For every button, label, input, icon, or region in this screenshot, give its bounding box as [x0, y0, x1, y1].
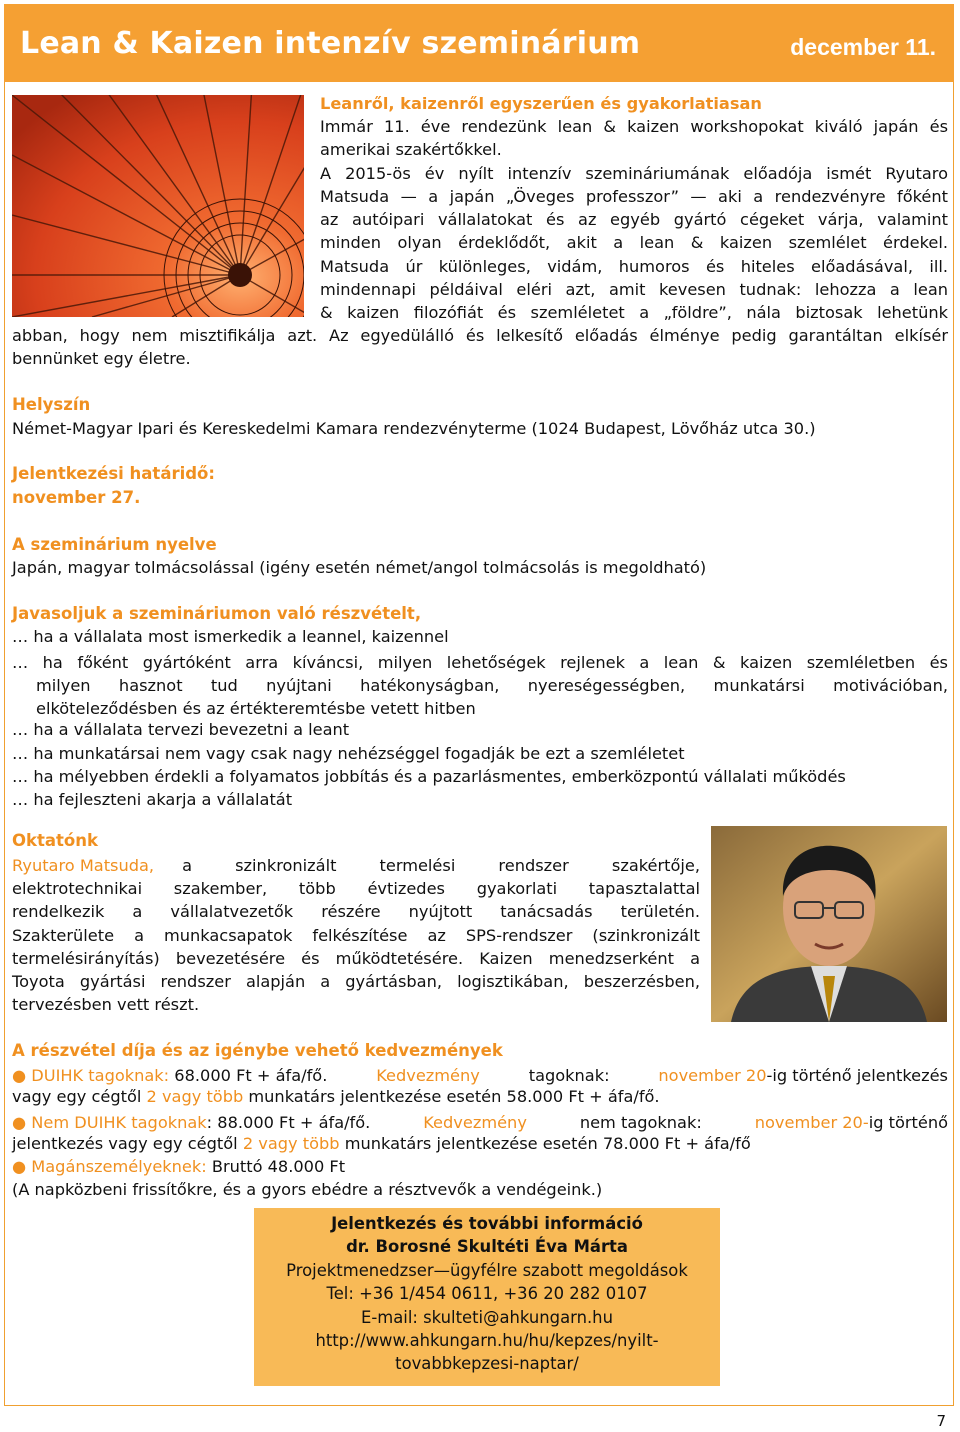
recommend-item: … ha mélyebben érdekli a folyamatos jobbítás és a pazarlásmentes, emberközpontú vállalati működés: [12, 767, 846, 786]
contact-phone[interactable]: Tel: +36 1/454 0611, +36 20 282 0107: [326, 1284, 648, 1304]
intro-line: & kaizen filozófiát és szemléletet a „földre”, nála biztosak lehetünk: [320, 303, 948, 322]
fee-member-end: -ig történő jelentkezés: [766, 1066, 948, 1085]
fee-nonmember-label: Nem DUIHK tagoknak: [31, 1113, 207, 1132]
fee-nonmember-discount-label: Kedvezmény: [423, 1113, 527, 1132]
fee-text: vagy egy cégtől: [12, 1087, 142, 1106]
fee-nonmember-line2: [12, 1134, 751, 1153]
page-number: 7: [936, 1412, 946, 1430]
umbrella-photo: [12, 95, 304, 317]
recommend-item: … ha a vállalata tervezi bevezetni a leant: [12, 720, 350, 739]
fee-member-date: november 20: [658, 1066, 767, 1085]
trainer-name: Ryutaro Matsuda,: [12, 856, 155, 875]
trainer-line: tervezésben vett részt.: [12, 995, 200, 1014]
intro-line: Matsuda — a japán „Öveges professzor” — aki a rendezvényre főként: [320, 187, 948, 206]
language-heading: A szeminárium nyelve: [12, 535, 217, 554]
contact-title: Jelentkezés és további információ: [331, 1214, 643, 1233]
fees-note: (A napközbeni frissítőkre, és a gyors ebédre a résztvevők a vendégeink.): [12, 1180, 603, 1199]
trainer-line-1: [12, 854, 700, 877]
intro-line: abban, hogy nem misztifikálja azt. Az egyedülálló és lelkesítő előadás élménye pedig garantáltan elkísér: [12, 326, 948, 345]
intro-line: Immár 11. éve rendezünk lean & kaizen workshopokat kiváló japán és: [320, 117, 948, 136]
fee-private-line: [12, 1157, 345, 1176]
fee-member-label: DUIHK tagoknak:: [31, 1066, 170, 1085]
recommend-item-cont: elköteleződésben és az értékteremtésbe vetett hitben: [36, 699, 476, 718]
bullet-icon: ●: [12, 1157, 27, 1176]
fee-highlight: 2 vagy több: [242, 1134, 340, 1153]
trainer-line-rest: a szinkronizált termelési rendszer szakértője,: [182, 856, 700, 875]
fee-nonmember-price: : 88.000 Ft + áfa/fő.: [206, 1113, 371, 1132]
trainer-line: elektrotechnikai szakember, több évtizedes gyakorlati tapasztalattal: [12, 879, 700, 898]
fee-text: munkatárs jelentkezése esetén 78.000 Ft + áfa/fő: [344, 1134, 751, 1153]
deadline-value: november 27.: [12, 488, 141, 507]
trainer-heading: Oktatónk: [12, 831, 98, 850]
fee-member-line1: [12, 1064, 948, 1087]
language-text: Japán, magyar tolmácsolással (igény esetén német/angol tolmácsolás is megoldható): [12, 558, 707, 577]
intro-line: mindennapi példáival eléri azt, amit kevesen tudnak: lehozza a lean: [320, 280, 948, 299]
fee-nonmember-line1: [12, 1111, 948, 1134]
fee-nonmember-date: november 20-: [754, 1113, 869, 1132]
contact-url-link[interactable]: http://www.ahkungarn.hu/hu/kepzes/nyilt-: [315, 1331, 659, 1351]
contact-name: dr. Borosné Skultéti Éva Márta: [346, 1237, 628, 1257]
fee-text: munkatárs jelentkezése esetén 58.000 Ft + áfa/fő.: [248, 1087, 660, 1106]
recommend-item: … ha főként gyártóként arra kíváncsi, milyen lehetőségek rejlenek a lean & kaizen szemléletben és: [12, 653, 948, 672]
recommend-item: … ha a vállalata most ismerkedik a leannel, kaizennel: [12, 627, 449, 646]
contact-role: Projektmenedzser—ügyfélre szabott megoldások: [286, 1260, 688, 1280]
fee-member-price: 68.000 Ft + áfa/fő.: [174, 1066, 328, 1085]
trainer-line: Toyota gyártási rendszer alapján a gyártásban, logisztikában, beszerzésben,: [12, 972, 700, 991]
intro-line: minden olyan érdeklődőt, akit a lean & kaizen szemlélet érdekel.: [320, 233, 948, 252]
fees-heading: A részvétel díja és az igénybe vehető kedvezmények: [12, 1041, 503, 1060]
event-date: december 11.: [790, 34, 936, 60]
contact-box: [254, 1208, 720, 1386]
recommend-heading: Javasoljuk a szemináriumon való részvételt,: [12, 604, 422, 623]
intro-line: az autóipari vállalatokat és az egyéb gyártó cégeket várja, valamint: [320, 210, 948, 229]
bullet-icon: ●: [12, 1113, 27, 1132]
recommend-item: … ha munkatársai nem vagy csak nagy nehézséggel fogadják be ezt a szemléletet: [12, 744, 685, 763]
recommend-item-cont: milyen hasznot tud nyújtani hatékonyságban, nyereségességben, munkatársi motivációban,: [36, 676, 948, 695]
fee-nonmember-end: ig történő: [868, 1113, 948, 1132]
location-heading: Helyszín: [12, 395, 91, 414]
contact-url-link-cont[interactable]: tovabbkepzesi-naptar/: [395, 1354, 579, 1374]
deadline-heading: Jelentkezési határidő:: [12, 464, 215, 483]
fee-nonmember-mid: nem tagoknak:: [579, 1113, 702, 1132]
trainer-line: rendelkezik a vállalatvezetők részére nyújtott tanácsadás területén.: [12, 902, 700, 921]
fee-member-line2: [12, 1087, 660, 1106]
page-header: [4, 4, 954, 82]
recommend-item: … ha fejleszteni akarja a vállalatát: [12, 790, 293, 809]
fee-text: jelentkezés vagy egy cégtől: [12, 1134, 238, 1153]
intro-line: Matsuda úr különleges, vidám, humoros és hiteles előadásával, ill.: [320, 257, 948, 276]
intro-heading: Leanről, kaizenről egyszerűen és gyakorlatiasan: [320, 94, 762, 113]
location-text: Német-Magyar Ipari és Kereskedelmi Kamara rendezvényterme (1024 Budapest, Lövőház utca 30.): [12, 419, 816, 438]
bullet-icon: ●: [12, 1066, 27, 1085]
fee-highlight: 2 vagy több: [146, 1087, 244, 1106]
fee-private-price: Bruttó 48.000 Ft: [211, 1157, 346, 1176]
trainer-portrait: [711, 826, 947, 1022]
page-title: Lean & Kaizen intenzív szeminárium: [20, 26, 641, 61]
trainer-line: termelésirányítás) bevezetésére és működtetésére. Kaizen menedzserként a: [12, 949, 700, 968]
intro-line: bennünket egy életre.: [12, 349, 191, 368]
intro-line: amerikai szakértőkkel.: [320, 140, 502, 159]
trainer-line: Szakterülete a munkacsapatok felkészítése az SPS-rendszer (szinkronizált: [12, 926, 700, 945]
fee-private-label: Magánszemélyeknek:: [31, 1157, 207, 1176]
intro-line: A 2015-ös év nyílt intenzív szemináriumának előadója ismét Ryutaro: [320, 164, 948, 183]
contact-email-link[interactable]: E-mail: skulteti@ahkungarn.hu: [361, 1307, 613, 1327]
fee-member-discount-label: Kedvezmény: [376, 1066, 480, 1085]
fee-member-mid: tagoknak:: [528, 1066, 610, 1085]
